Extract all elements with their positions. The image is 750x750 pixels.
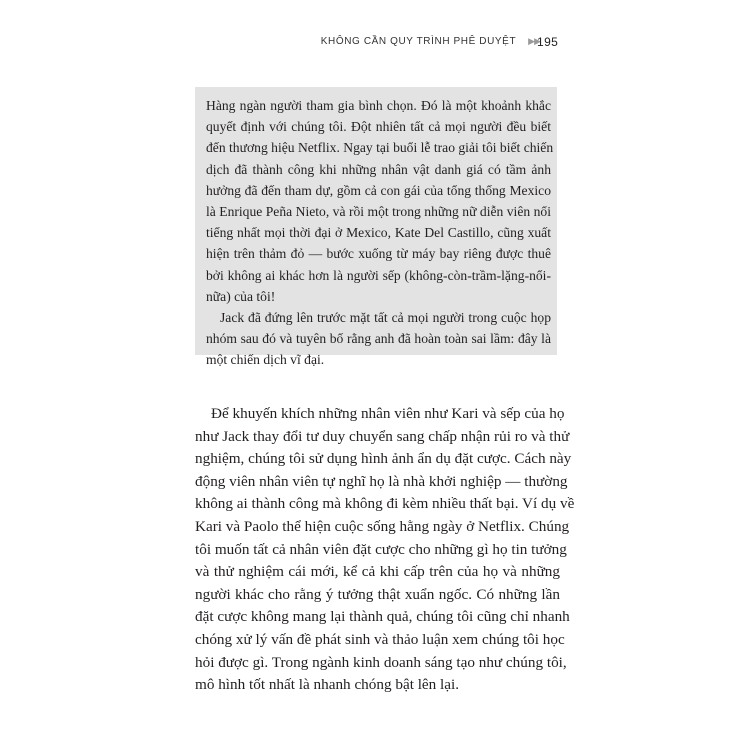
text-line: chóng xử lý vấn đề phát sinh và thảo luận xem chúng tôi học <box>195 630 565 648</box>
box-paragraph-2 <box>206 307 551 371</box>
text-line: quyết định với chúng tôi. Đột nhiên tất cả mọi người đều biết <box>206 119 551 135</box>
text-line: Hàng ngàn người tham gia bình chọn. Đó là một khoảnh khắc <box>206 98 551 113</box>
page-number: 195 <box>537 35 559 49</box>
text-line: động viên nhân viên tự nghĩ họ là nhà khởi nghiệp — thường <box>195 472 568 490</box>
chapter-title: KHÔNG CẦN QUY TRÌNH PHÊ DUYỆT <box>320 36 517 47</box>
text-line: không ai thành công mà không đi kèm nhiều thất bại. Ví dụ về <box>195 495 575 513</box>
text-line: Kari và Paolo thể hiện cuộc sống hằng ngày ở Netflix. Chúng <box>195 517 570 535</box>
box-paragraph-1 <box>206 95 554 307</box>
text-line: người khác cho rằng ý tưởng thật xuẩn ngốc. Có những lần <box>195 585 560 603</box>
text-line: nữa) của tôi! <box>206 288 276 304</box>
text-line: đặt cược không mang lại thành quả, chúng tôi cũng chỉ nhanh <box>195 608 570 626</box>
text-line: hỏi được gì. Trong ngành kinh doanh sáng tạo như chúng tôi, <box>195 653 567 671</box>
text-line: một chiến dịch vĩ đại. <box>206 352 325 368</box>
body-paragraph <box>195 403 575 697</box>
text-line: nghiệm, chúng tôi sử dụng hình ảnh ẩn dụ đặt cược. Cách này <box>195 450 572 468</box>
text-line: hiện trên thảm đỏ — bước xuống từ máy bay riêng được thuê <box>206 246 551 262</box>
text-line: Jack đã đứng lên trước mặt tất cả mọi người trong cuộc họp <box>220 310 551 326</box>
text-line: dịch đã thành công khi những nhân vật danh giá có tầm ảnh <box>206 161 551 177</box>
text-line: và thử nghiệm cái mới, kể cả khi cấp trên của họ và những <box>195 563 560 581</box>
text-line: nhóm sau đó và tuyên bố rằng anh đã hoàn toàn sai lầm: đây là <box>206 331 551 347</box>
text-line: là Enrique Peña Nieto, và rồi một trong những nữ diễn viên nổi <box>206 204 551 220</box>
text-line: hưởng đã đến tham dự, gồm cả con gái của tổng thống Mexico <box>206 182 551 198</box>
double-arrow-icon: ▶▶ <box>528 36 540 46</box>
text-line: đến thương hiệu Netflix. Ngay tại buổi lễ trao giải tôi biết chiến <box>206 140 554 156</box>
text-line: tiếng nhất mọi thời đại ở Mexico, Kate Del Castillo, cũng xuất <box>206 225 551 241</box>
sidebar-box-text <box>206 95 554 371</box>
text-line: như Jack thay đổi tư duy chuyển sang chấp nhận rủi ro và thử <box>195 427 570 445</box>
text-line: mô hình tốt nhất là nhanh chóng bật lên lại. <box>195 676 460 694</box>
text-line: Để khuyến khích những nhân viên như Kari và sếp của họ <box>211 405 565 422</box>
running-header <box>321 36 540 47</box>
text-line: bởi không ai khác hơn là người sếp (không-còn-trầm-lặng-nổi- <box>206 267 551 283</box>
text-line: tôi muốn tất cả nhân viên đặt cược cho những gì họ tin tưởng <box>195 540 567 558</box>
